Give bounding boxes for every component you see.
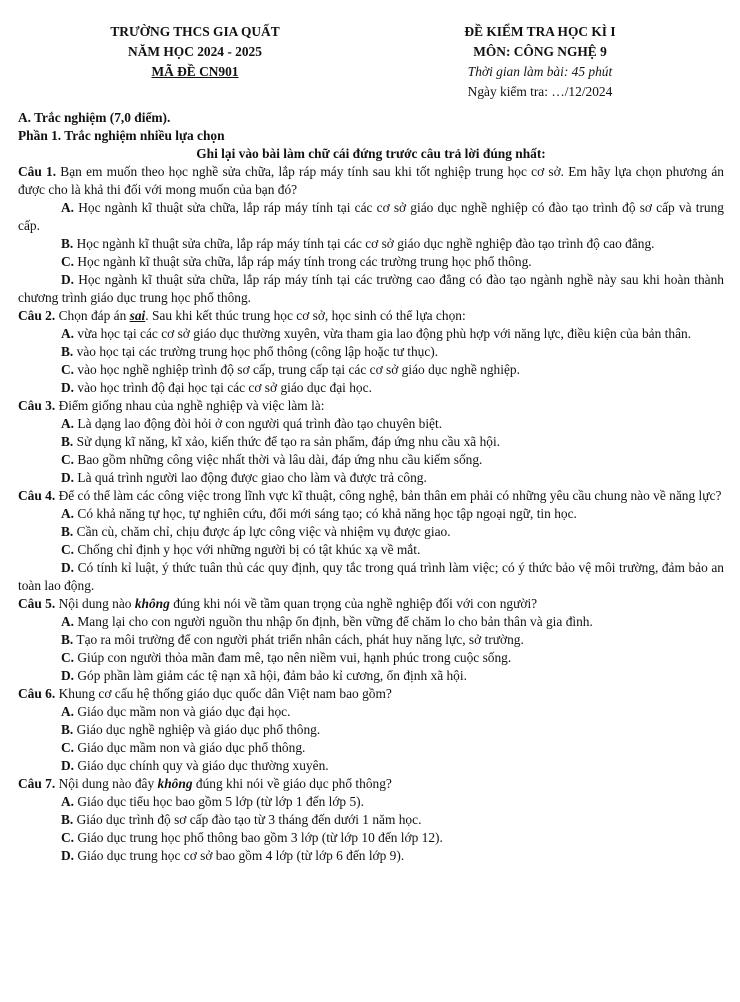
option-6-c (18, 739, 724, 757)
option-letter: B. (61, 722, 74, 737)
question-text-post: đúng khi nói về tầm quan trọng của nghề nghiệp đối với con người? (173, 596, 538, 611)
question-1 (18, 163, 724, 199)
school-name: TRƯỜNG THCS GIA QUẤT (110, 24, 280, 39)
option-letter: B. (61, 434, 74, 449)
question-2 (18, 307, 724, 325)
option-letter: D. (61, 272, 75, 287)
question-number: Câu 3. (18, 398, 56, 413)
option-text: Chống chỉ định y học với những người bị có tật khúc xạ về mắt. (77, 542, 421, 557)
option-5-a (18, 613, 724, 631)
option-letter: D. (61, 668, 75, 683)
option-4-a (18, 505, 724, 523)
option-text: vào học tại các trường trung học phổ thông (công lập hoặc tư thục). (76, 344, 439, 359)
option-letter: C. (61, 830, 75, 845)
option-text: Giáo dục mầm non và giáo dục phổ thông. (77, 740, 306, 755)
option-letter: D. (61, 848, 75, 863)
option-letter: C. (61, 650, 75, 665)
option-text: Học ngành kĩ thuật sửa chữa, lắp ráp máy tính tại các cơ sở giáo dục nghề nghiệp có đào tạo trình độ sơ cấp và trung cấp. (18, 200, 724, 233)
option-letter: C. (61, 254, 75, 269)
exam-date: Ngày kiểm tra: …/12/2024 (467, 84, 613, 99)
option-2-d (18, 379, 724, 397)
option-letter: B. (61, 344, 74, 359)
option-text: Giáo dục nghề nghiệp và giáo dục phổ thông. (76, 722, 321, 737)
option-text: vừa học tại các cơ sở giáo dục thường xuyên, vừa tham gia lao động phù hợp với năng lực, điều kiện của bản thân. (77, 326, 692, 341)
question-text-post: đúng khi nói về giáo dục phổ thông? (195, 776, 392, 791)
option-3-b (18, 433, 724, 451)
option-7-a (18, 793, 724, 811)
option-7-c (18, 829, 724, 847)
option-text: Giáo dục trung học cơ sở bao gồm 4 lớp (từ lớp 6 đến lớp 9). (77, 848, 405, 863)
question-emphasis: không (157, 776, 193, 791)
option-3-d (18, 469, 724, 487)
option-3-c (18, 451, 724, 469)
option-letter: C. (61, 452, 75, 467)
question-7 (18, 775, 724, 793)
option-3-a (18, 415, 724, 433)
option-6-d (18, 757, 724, 775)
part-1-title: Phần 1. Trắc nghiệm nhiều lựa chọn (18, 128, 225, 143)
question-4 (18, 487, 724, 505)
option-letter: A. (61, 326, 75, 341)
option-text: Giáo dục mầm non và giáo dục đại học. (77, 704, 291, 719)
option-1-d (18, 271, 724, 307)
option-2-b (18, 343, 724, 361)
option-7-d (18, 847, 724, 865)
option-letter: C. (61, 362, 75, 377)
question-emphasis: không (134, 596, 170, 611)
option-1-c (18, 253, 724, 271)
option-text: Là quá trình người lao động được giao cho làm và được trả công. (77, 470, 427, 485)
exam-header (0, 22, 740, 112)
option-letter: B. (61, 236, 74, 251)
option-letter: B. (61, 632, 74, 647)
option-letter: A. (61, 416, 75, 431)
option-text: Giúp con người thỏa mãn đam mê, tạo nên niềm vui, hạnh phúc trong cuộc sống. (77, 650, 512, 665)
option-2-a (18, 325, 724, 343)
question-6 (18, 685, 724, 703)
option-letter: B. (61, 812, 74, 827)
option-text: Học ngành kĩ thuật sửa chữa, lắp ráp máy tính tại các cơ sở giáo dục nghề nghiệp đào tạo trình độ cao đẳng. (76, 236, 655, 251)
option-4-b (18, 523, 724, 541)
question-text-pre: Nội dung nào đây (58, 776, 155, 791)
option-letter: C. (61, 542, 75, 557)
question-number: Câu 1. (18, 164, 57, 179)
option-4-d (18, 559, 724, 595)
option-2-c (18, 361, 724, 379)
section-a-title: A. Trắc nghiệm (7,0 điểm). (18, 110, 171, 125)
question-3 (18, 397, 724, 415)
exam-subject: MÔN: CÔNG NGHỆ 9 (473, 44, 607, 59)
option-text: Tạo ra môi trường để con người phát triển nhân cách, phát huy năng lực, sở trường. (76, 632, 524, 647)
option-text: Bao gồm những công việc nhất thời và lâu dài, đáp ứng nhu cầu kiếm sống. (77, 452, 483, 467)
question-text-pre: Chọn đáp án (58, 308, 127, 323)
option-letter: C. (61, 740, 75, 755)
question-5 (18, 595, 724, 613)
option-text: vào học trình độ đại học tại các cơ sở giáo dục đại học. (77, 380, 372, 395)
option-text: Có tính kỉ luật, ý thức tuân thủ các quy định, quy tắc trong quá trình làm việc; có ý thức bảo vệ môi trường, đảm bảo an toàn lao động. (18, 560, 724, 593)
exam-time: Thời gian làm bài: 45 phút (467, 64, 613, 79)
option-letter: D. (61, 758, 75, 773)
option-letter: A. (61, 200, 75, 215)
exam-code: MÃ ĐỀ CN901 (151, 64, 239, 79)
question-number: Câu 6. (18, 686, 56, 701)
option-1-b (18, 235, 724, 253)
school-year: NĂM HỌC 2024 - 2025 (128, 44, 262, 59)
question-text: Khung cơ cấu hệ thống giáo dục quốc dân Việt nam bao gồm? (58, 686, 392, 701)
option-letter: A. (61, 614, 75, 629)
question-emphasis: sai (129, 308, 146, 323)
option-text: Giáo dục tiểu học bao gồm 5 lớp (từ lớp 1 đến lớp 5). (77, 794, 364, 809)
option-letter: D. (61, 470, 75, 485)
exam-body (18, 109, 724, 865)
question-number: Câu 2. (18, 308, 56, 323)
option-6-b (18, 721, 724, 739)
option-text: Giáo dục chính quy và giáo dục thường xuyên. (77, 758, 329, 773)
option-4-c (18, 541, 724, 559)
option-text: Sử dụng kĩ năng, kĩ xảo, kiến thức để tạo ra sản phẩm, đáp ứng nhu cầu xã hội. (76, 434, 501, 449)
school-info (40, 22, 350, 82)
option-text: Có khả năng tự học, tự nghiên cứu, đổi mới sáng tạo; có khả năng học tập ngoại ngữ, tin học. (77, 506, 577, 521)
option-letter: B. (61, 524, 74, 539)
option-text: Giáo dục trung học phổ thông bao gồm 3 lớp (từ lớp 10 đến lớp 12). (77, 830, 443, 845)
option-text: Học ngành kĩ thuật sửa chữa, lắp ráp máy tính trong các trường trung học phổ thông. (77, 254, 532, 269)
option-letter: D. (61, 560, 75, 575)
option-6-a (18, 703, 724, 721)
question-text: Để có thể làm các công việc trong lĩnh vực kĩ thuật, công nghệ, bản thân em phải có những yêu cầu chung nào về năng lực? (58, 488, 722, 503)
option-5-d (18, 667, 724, 685)
instruction: Ghi lại vào bài làm chữ cái đứng trước câu trả lời đúng nhất: (196, 146, 546, 161)
question-text-post: . Sau khi kết thúc trung học cơ sở, học sinh có thể lựa chọn: (145, 308, 466, 323)
option-letter: D. (61, 380, 75, 395)
exam-info (380, 22, 700, 102)
option-text: Học ngành kĩ thuật sửa chữa, lắp ráp máy tính tại các trường cao đẳng có đào tạo ngành nghề này sau khi hoàn thành chương trình giáo dục trung học phổ thông. (18, 272, 724, 305)
option-text: Mang lại cho con người nguồn thu nhập ổn định, bền vững để chăm lo cho bản thân và gia đình. (77, 614, 593, 629)
option-text: vào học nghề nghiệp trình độ sơ cấp, trung cấp tại các cơ sở giáo dục nghề nghiệp. (77, 362, 520, 377)
option-5-c (18, 649, 724, 667)
option-5-b (18, 631, 724, 649)
option-text: Góp phần làm giảm các tệ nạn xã hội, đảm bảo kỉ cương, ổn định xã hội. (77, 668, 467, 683)
question-number: Câu 4. (18, 488, 56, 503)
option-letter: A. (61, 704, 75, 719)
question-text: Bạn em muốn theo học nghề sửa chữa, lắp ráp máy tính sau khi tốt nghiệp trung học cơ sở. Em hãy lựa chọn phương án được cho là khả thi đối với mong muốn của bạn đó? (18, 164, 724, 197)
option-letter: A. (61, 506, 75, 521)
option-7-b (18, 811, 724, 829)
question-text-pre: Nội dung nào (58, 596, 132, 611)
option-1-a (18, 199, 724, 235)
option-text: Giáo dục trình độ sơ cấp đào tạo từ 3 tháng đến dưới 1 năm học. (76, 812, 422, 827)
option-text: Cần cù, chăm chỉ, chịu được áp lực công việc và nhiệm vụ được giao. (76, 524, 451, 539)
question-text: Điểm giống nhau của nghề nghiệp và việc làm là: (58, 398, 325, 413)
question-list (18, 163, 724, 865)
exam-title: ĐỀ KIỂM TRA HỌC KÌ I (464, 24, 616, 39)
option-text: Là dạng lao động đòi hỏi ở con người quá trình đào tạo chuyên biệt. (77, 416, 443, 431)
question-number: Câu 7. (18, 776, 56, 791)
option-letter: A. (61, 794, 75, 809)
question-number: Câu 5. (18, 596, 56, 611)
